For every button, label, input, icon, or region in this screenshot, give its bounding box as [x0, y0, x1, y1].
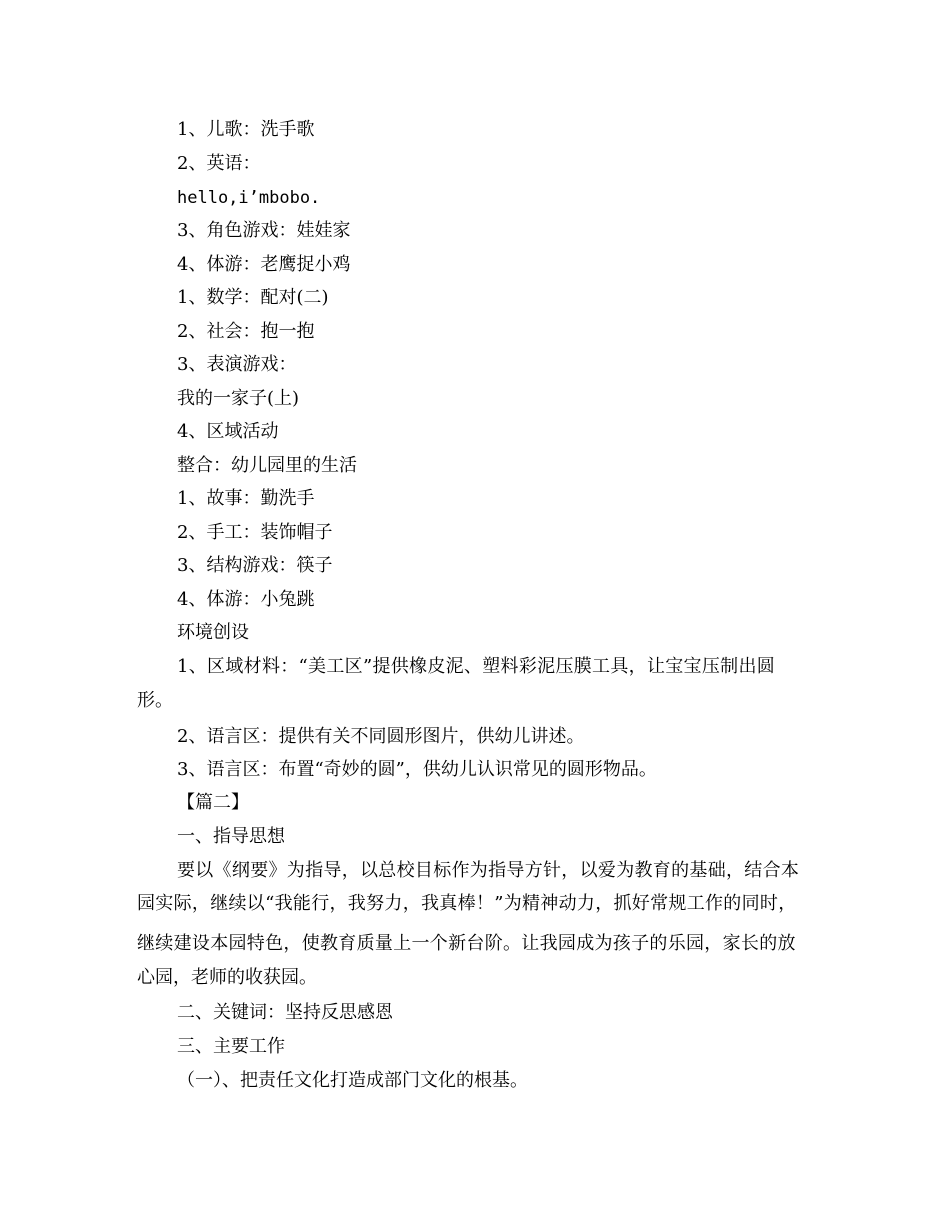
- text-line: 3、角色游戏：娃娃家: [177, 220, 351, 241]
- section-heading: 二、关键词：坚持反思感恩: [177, 1002, 393, 1023]
- text-line: 3、语言区：布置“奇妙的圆”，供幼儿认识常见的圆形物品。: [177, 759, 657, 780]
- section-heading: 三、主要工作: [177, 1036, 285, 1057]
- text-line: 3、结构游戏：筷子: [177, 555, 333, 576]
- text-line: 整合：幼儿园里的生活: [177, 455, 357, 476]
- text-line: 2、英语：: [177, 153, 261, 174]
- paragraph-line: 心园，老师的收获园。: [137, 967, 317, 988]
- text-line: 2、手工：装饰帽子: [177, 522, 333, 543]
- text-line: 3、表演游戏：: [177, 354, 297, 375]
- text-line: 我的一家子(上): [177, 388, 300, 409]
- subsection-heading: （一）、把责任文化打造成部门文化的根基。: [177, 1070, 528, 1091]
- text-line: 1、数学：配对(二): [177, 287, 329, 308]
- section-heading: 环境创设: [177, 622, 249, 643]
- text-line: 4、体游：老鹰捉小鸡: [177, 254, 351, 275]
- text-line: 1、儿歌：洗手歌: [177, 119, 315, 140]
- text-line: 1、故事：勤洗手: [177, 488, 315, 509]
- text-line: 2、语言区：提供有关不同圆形图片，供幼儿讲述。: [177, 726, 585, 747]
- text-line: 4、体游：小兔跳: [177, 589, 315, 610]
- section-heading: 【篇二】: [177, 792, 249, 813]
- text-line: 1、区域材料：“美工区”提供橡皮泥、塑料彩泥压膜工具，让宝宝压制出圆: [177, 656, 776, 677]
- paragraph-line: 园实际，继续以“我能行，我努力，我真棒！”为精神动力，抓好常规工作的同时，: [137, 893, 797, 914]
- paragraph-line: 要以《纲要》为指导，以总校目标作为指导方针，以爱为教育的基础，结合本: [177, 860, 800, 881]
- section-heading: 一、指导思想: [177, 826, 285, 847]
- text-line: 形。: [137, 690, 173, 711]
- paragraph-line: 继续建设本园特色，使教育质量上一个新台阶。让我园成为孩子的乐园，家长的放: [137, 933, 796, 954]
- text-line: hello,i’mbobo.: [177, 188, 321, 208]
- text-line: 2、社会：抱一抱: [177, 321, 315, 342]
- text-line: 4、区域活动: [177, 421, 279, 442]
